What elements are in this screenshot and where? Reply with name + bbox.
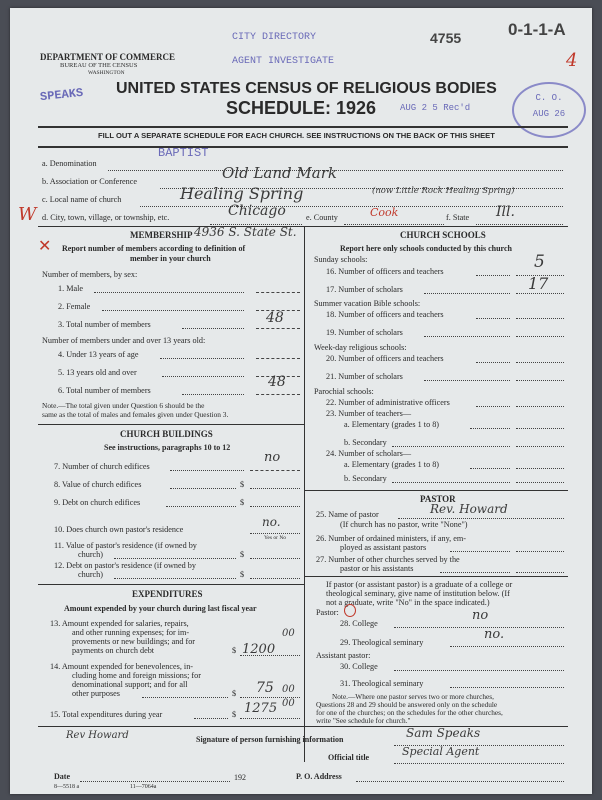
q23-label: 23. Number of teachers— — [326, 409, 412, 418]
q2-dots — [102, 310, 244, 311]
form-number: 4755 — [430, 30, 462, 46]
buildings-title: CHURCH BUILDINGS — [120, 429, 213, 439]
q29-value[interactable]: no. — [484, 627, 505, 642]
q27-dots — [440, 572, 510, 573]
date-label: Date — [54, 772, 70, 781]
q21-dots — [424, 380, 510, 381]
census-title: UNITED STATES CENSUS OF RELIGIOUS BODIES — [116, 80, 497, 97]
q24-label: 24. Number of scholars— — [326, 449, 412, 458]
by-sex-heading: Number of members, by sex: — [42, 270, 138, 279]
q13-label-1: 13. Amount expended for salaries, repairs, — [50, 619, 189, 628]
q4-dots — [160, 358, 244, 359]
q10-residence-label: 10. Does church own pastor's residence — [54, 525, 184, 534]
q18-field[interactable] — [516, 318, 564, 319]
q29-label: 29. Theological seminary — [340, 638, 424, 647]
form-code: 8—5518 a — [54, 784, 80, 790]
q25-value[interactable]: Rev. Howard — [430, 502, 508, 516]
q10-value[interactable]: no. — [262, 515, 281, 529]
q14-dollar: $ — [232, 689, 237, 698]
parochial-heading: Parochial schools: — [314, 387, 374, 396]
q21-field[interactable] — [516, 380, 564, 381]
q23b-dots — [392, 446, 510, 447]
q13-cents[interactable]: 00 — [282, 628, 295, 639]
q10-field[interactable] — [250, 533, 300, 534]
q27-field[interactable] — [516, 572, 564, 573]
pastor-note-3: for one of the churches; on the schedules for the other churches, — [316, 708, 503, 717]
q20-field[interactable] — [516, 362, 564, 363]
q18-dots — [476, 318, 510, 319]
q13-label-4: payments on church debt — [72, 646, 155, 655]
q19-label: 19. Number of scholars — [326, 328, 403, 337]
date-year: 192 — [234, 773, 246, 782]
association-value[interactable]: Old Land Mark — [222, 164, 337, 182]
bureau-label: BUREAU OF THE CENSUS — [60, 62, 138, 69]
signature-rule — [38, 726, 568, 727]
q28-field[interactable] — [394, 627, 564, 628]
q5-dots — [162, 376, 244, 377]
q13-dollar: $ — [232, 646, 237, 655]
q7-value[interactable]: no — [264, 450, 281, 465]
q6-total-label: 6. Total number of members — [58, 386, 151, 395]
q16-dots — [476, 275, 510, 276]
q11-dots — [114, 558, 236, 559]
weekday-heading: Week-day religious schools: — [314, 343, 407, 352]
q14-label-3: denominational support; and for all — [72, 680, 188, 689]
state-value[interactable]: Ill. — [496, 204, 515, 220]
q15-dots — [194, 718, 228, 719]
state-line — [476, 224, 563, 225]
q26-dots — [450, 551, 510, 552]
city-value[interactable]: Chicago — [228, 203, 286, 219]
q14-label-1: 14. Amount expended for benevolences, in- — [50, 662, 194, 671]
q11-field[interactable] — [250, 558, 300, 559]
q7-edifices-label: 7. Number of church edifices — [54, 462, 150, 471]
q20-label: 20. Number of officers and teachers — [326, 354, 444, 363]
street-address[interactable]: 4936 S. State St. — [194, 225, 297, 239]
q6-field[interactable] — [256, 394, 300, 395]
q15-total-label: 15. Total expenditures during year — [50, 710, 163, 719]
church-name-note[interactable]: (now Little Rock Healing Spring) — [372, 186, 515, 196]
q19-dots — [424, 336, 510, 337]
q12-dollar: $ — [240, 570, 245, 579]
q26-field[interactable] — [516, 551, 564, 552]
pastor-note-4: write "See schedule for church." — [316, 716, 411, 725]
q27-label-1: 27. Number of other churches served by the — [316, 555, 460, 564]
denomination-label: a. Denomination — [42, 159, 97, 168]
state-label: f. State — [446, 213, 470, 222]
received-circle-stamp — [512, 82, 586, 138]
expenditures-sub: Amount expended by your church during last fiscal year — [64, 604, 257, 613]
q13-label-3: provements or new buildings; and for — [72, 637, 196, 646]
ident-bottom-rule — [38, 226, 568, 227]
county-label: e. County — [306, 213, 338, 222]
q26-label-2: ployed as assistant pastors — [340, 543, 427, 552]
q23b-label: b. Secondary — [344, 438, 387, 447]
q14-cents[interactable]: 00 — [282, 684, 295, 695]
church-name-label: c. Local name of church — [42, 195, 122, 204]
official-title-value[interactable]: Special Agent — [402, 745, 480, 758]
q29-field[interactable] — [450, 646, 564, 647]
q14-label-2: cluding home and foreign missions; for — [72, 671, 201, 680]
pastor-rule — [304, 490, 568, 491]
margin-mark: W — [18, 204, 37, 225]
q1-field[interactable] — [256, 292, 300, 293]
county-line — [344, 224, 444, 225]
q11-dollar: $ — [240, 550, 245, 559]
assistant-pastor-label: Assistant pastor: — [316, 651, 371, 660]
q27-label-2: pastor or his assistants — [340, 564, 414, 573]
expenditures-rule — [38, 584, 304, 585]
membership-intro-1: Report number of members according to definition of — [62, 244, 246, 253]
signature-label: Signature of person furnishing information — [196, 735, 344, 744]
received-date-stamp: AUG 2 5 Rec'd — [400, 103, 471, 113]
q17-value[interactable]: 17 — [528, 274, 549, 293]
official-title-label: Official title — [328, 753, 370, 762]
q24b-field[interactable] — [516, 482, 564, 483]
q30-label: 30. College — [340, 662, 378, 671]
q23a-label: a. Elementary (grades 1 to 8) — [344, 420, 440, 429]
membership-note-2: same as the total of males and females given under Question 3. — [42, 410, 229, 419]
q23a-field[interactable] — [516, 428, 564, 429]
q30-field[interactable] — [394, 670, 564, 671]
q26-label-1: 26. Number of ordained ministers, if any, em- — [316, 534, 466, 543]
county-value[interactable]: Cook — [370, 206, 399, 219]
schedule-title: SCHEDULE: 1926 — [226, 98, 377, 118]
q14-value[interactable]: 75 — [256, 680, 274, 696]
agent-investigate-stamp: AGENT INVESTIGATE — [232, 56, 335, 67]
membership-note-1: Note.—The total given under Question 6 should be the — [42, 401, 205, 410]
signature-value[interactable]: Sam Speaks — [406, 726, 481, 740]
q5-over13-label: 5. 13 years old and over — [58, 368, 137, 377]
vacation-heading: Summer vacation Bible schools: — [314, 299, 421, 308]
q8-field[interactable] — [250, 488, 300, 489]
q11-label-2: church) — [78, 550, 104, 559]
q14-label-4: other purposes — [72, 689, 120, 698]
q17-label: 17. Number of scholars — [326, 285, 403, 294]
q22-dots — [476, 406, 510, 407]
q3-value[interactable]: 48 — [266, 310, 284, 326]
denomination-value[interactable]: BAPTIST — [158, 146, 209, 160]
q25-field[interactable] — [398, 518, 564, 519]
red-circle-mark — [344, 604, 356, 617]
q19-field[interactable] — [516, 336, 564, 337]
q6-value[interactable]: 48 — [268, 374, 286, 390]
buildings-sub: See instructions, paragraphs 10 to 12 — [104, 443, 231, 452]
circle-stamp-bottom: AUG 26 — [532, 109, 566, 119]
city-directory-stamp: CITY DIRECTORY — [232, 32, 317, 43]
official-title-field[interactable] — [394, 763, 564, 764]
q28-value[interactable]: no — [472, 608, 489, 623]
q8-dots — [170, 488, 236, 489]
q3-field[interactable] — [256, 328, 300, 329]
q12-label-2: church) — [78, 570, 104, 579]
red-cross-mark: ✕ — [38, 238, 52, 255]
yes-no-caption: Yes or No — [264, 535, 287, 541]
q15-cents[interactable]: 00 — [282, 698, 295, 709]
association-label: b. Association or Conference — [42, 177, 138, 186]
buildings-rule — [38, 424, 304, 425]
q18-label: 18. Number of officers and teachers — [326, 310, 444, 319]
pastor-title: PASTOR — [420, 494, 456, 504]
q31-field[interactable] — [450, 687, 564, 688]
date-field[interactable] — [80, 781, 230, 782]
graduate-note-1: If pastor (or assistant pastor) is a graduate of a college or — [326, 580, 513, 589]
membership-intro-2: member in your church — [130, 254, 211, 263]
q21-label: 21. Number of scholars — [326, 372, 403, 381]
pastor-note-2: Questions 28 and 29 should be answered only on the schedule — [316, 700, 498, 709]
q24b-dots — [392, 482, 510, 483]
q24a-label: a. Elementary (grades 1 to 8) — [344, 460, 440, 469]
q14-dots — [142, 697, 228, 698]
q4-under13-label: 4. Under 13 years of age — [58, 350, 139, 359]
washington-label: WASHINGTON — [88, 70, 125, 76]
circle-stamp-top: C. O. — [535, 93, 563, 103]
q16-value[interactable]: 5 — [534, 252, 545, 272]
expenditures-title: EXPENDITURES — [132, 589, 203, 599]
po-address-field[interactable] — [356, 781, 564, 782]
q12-dots — [114, 578, 236, 579]
pastor-sub-label: Pastor: — [316, 608, 339, 617]
q24b-label: b. Secondary — [344, 474, 387, 483]
q13-value[interactable]: 1200 — [242, 642, 276, 657]
city-label: d. City, town, village, or township, etc. — [42, 213, 170, 222]
q24a-dots — [470, 468, 510, 469]
q31-label: 31. Theological seminary — [340, 679, 424, 688]
q22-label: 22. Number of administrative officers — [326, 398, 450, 407]
q3-dots — [182, 328, 244, 329]
q12-label-1: 12. Debt on pastor's residence (if owned by — [54, 561, 196, 570]
schools-title: CHURCH SCHOOLS — [400, 230, 486, 240]
pastor-note-1: Note.—Where one pastor serves two or more churches, — [332, 692, 494, 701]
q9-debt-label: 9. Debt on church edifices — [54, 498, 141, 507]
schedule-sheet — [10, 8, 592, 794]
church-name-value[interactable]: Healing Spring — [180, 184, 304, 203]
column-divider — [304, 226, 305, 762]
q1-dots — [94, 292, 244, 293]
schools-sub: Report here only schools conducted by this church — [340, 244, 512, 253]
q13-label-2: and other running expenses; for im- — [72, 628, 190, 637]
q25-note: (If church has no pastor, write "None") — [340, 520, 468, 529]
header-rule-bottom — [38, 146, 568, 148]
q17-field[interactable] — [516, 293, 564, 294]
q22-field[interactable] — [516, 406, 564, 407]
age-heading: Number of members under and over 13 years old: — [42, 336, 206, 345]
q7-dots — [170, 470, 244, 471]
q11-label-1: 11. Value of pastor's residence (if owned by — [54, 541, 197, 550]
q20-dots — [476, 362, 510, 363]
q17-dots — [424, 293, 510, 294]
q9-dollar: $ — [240, 498, 245, 507]
q3-total-label: 3. Total number of members — [58, 320, 151, 329]
q8-value-label: 8. Value of church edifices — [54, 480, 142, 489]
q6-dots — [182, 394, 244, 395]
q24a-field[interactable] — [516, 468, 564, 469]
graduate-note-2: theological seminary, give name of institution below. (If — [326, 589, 510, 598]
q28-label: 28. College — [340, 619, 378, 628]
po-address-label: P. O. Address — [296, 772, 342, 781]
rev-howard-note[interactable]: Rev Howard — [66, 730, 129, 741]
separate-schedule-instruction: FILL OUT A SEPARATE SCHEDULE FOR EACH CHURCH. SEE INSTRUCTIONS ON THE BACK OF THIS SHEET — [98, 131, 495, 140]
q15-field[interactable] — [240, 718, 300, 719]
q16-label: 16. Number of officers and teachers — [326, 267, 444, 276]
q2-female-label: 2. Female — [58, 302, 91, 311]
speaks-stamp: SPEAKS — [39, 85, 84, 105]
q23a-dots — [470, 428, 510, 429]
q23b-field[interactable] — [516, 446, 564, 447]
classification-code: 0-1-1-A — [508, 20, 566, 39]
print-code: 11—7064a — [130, 784, 157, 790]
q8-dollar: $ — [240, 480, 245, 489]
membership-title: MEMBERSHIP — [130, 230, 193, 240]
q9-field[interactable] — [250, 506, 300, 507]
q15-value[interactable]: 1275 — [244, 701, 278, 716]
graduate-rule — [304, 576, 568, 577]
red-mark: 4 — [566, 50, 578, 71]
q12-field[interactable] — [250, 578, 300, 579]
q25-label: 25. Name of pastor — [316, 510, 379, 519]
q9-dots — [166, 506, 236, 507]
q4-field[interactable] — [256, 358, 300, 359]
q1-male-label: 1. Male — [58, 284, 84, 293]
q15-dollar: $ — [232, 710, 237, 719]
header-rule-top — [38, 126, 568, 128]
q7-field[interactable] — [250, 470, 300, 471]
sunday-heading: Sunday schools: — [314, 255, 368, 264]
graduate-note-3: not a graduate, write "No" in the space indicated.) — [326, 598, 490, 607]
department-label: DEPARTMENT OF COMMERCE — [40, 52, 176, 62]
